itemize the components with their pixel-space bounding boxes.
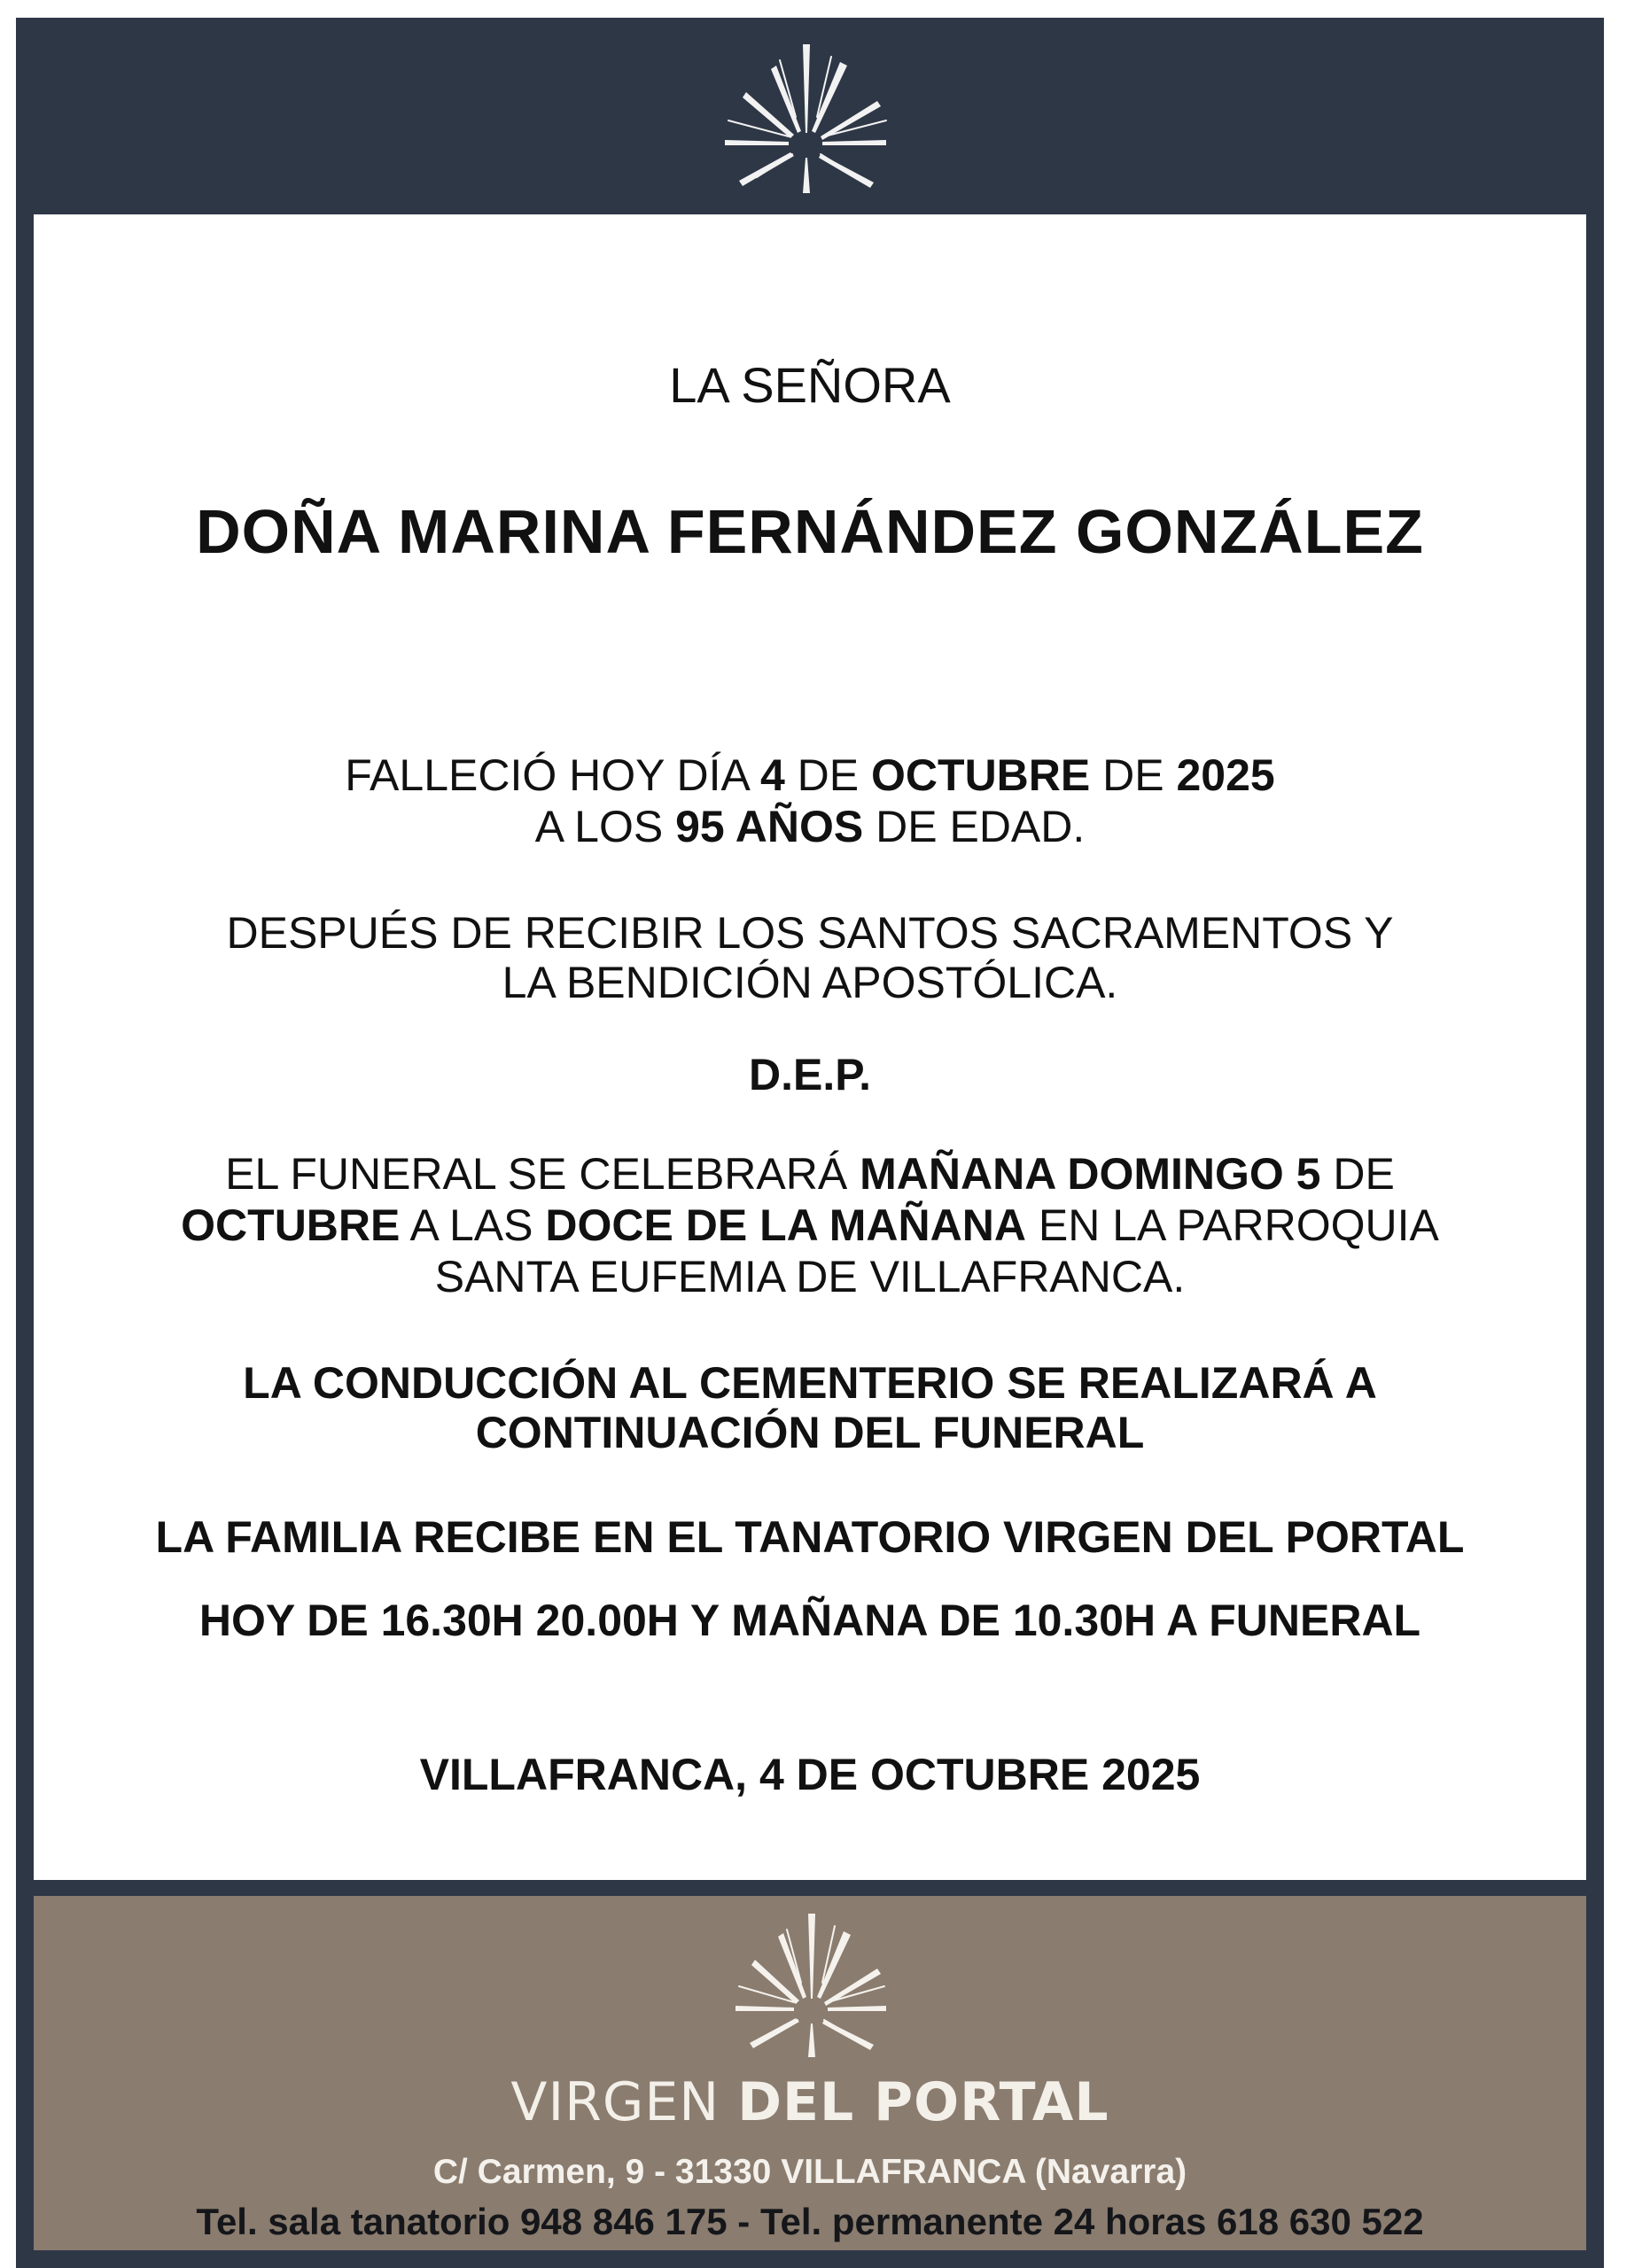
dep-text: D.E.P. xyxy=(748,1050,872,1099)
funeral-line-3: SANTA EUFEMIA DE VILLAFRANCA. xyxy=(434,1252,1186,1301)
funeral-line-1: EL FUNERAL SE CELEBRARÁ MAÑANA DOMINGO 5 DE xyxy=(225,1149,1395,1199)
sacraments-line-2: LA BENDICIÓN APOSTÓLICA. xyxy=(502,958,1118,1007)
family-receives-line: LA FAMILIA RECIBE EN EL TANATORIO VIRGEN DEL PORTAL xyxy=(155,1512,1465,1562)
place-date-line: VILLAFRANCA, 4 DE OCTUBRE 2025 xyxy=(419,1750,1201,1799)
sacraments-line-1: DESPUÉS DE RECIBIR LOS SANTOS SACRAMENTOS Y xyxy=(226,908,1394,958)
funeral-line-2: OCTUBRE A LAS DOCE DE LA MAÑANA EN LA PARROQUIA xyxy=(181,1200,1439,1250)
starburst-emblem-icon xyxy=(704,1907,916,2075)
funeral-home-phones: Tel. sala tanatorio 948 846 175 - Tel. permanente 24 horas 618 630 522 xyxy=(196,2201,1424,2242)
death-date-line: FALLECIÓ HOY DÍA 4 DE OCTUBRE DE 2025 xyxy=(345,750,1275,800)
funeral-home-address: C/ Carmen, 9 - 31330 VILLAFRANCA (Navarra) xyxy=(432,2153,1187,2191)
conduction-line-1: LA CONDUCCIÓN AL CEMENTERIO SE REALIZARÁ A xyxy=(243,1358,1377,1408)
funeral-home-footer xyxy=(34,1896,1586,2250)
funeral-home-brand: VIRGEN DEL PORTAL xyxy=(510,2071,1109,2133)
obituary-sheet xyxy=(16,18,1604,2268)
starburst-emblem-icon xyxy=(689,35,920,213)
visiting-hours-line: HOY DE 16.30H 20.00H Y MAÑANA DE 10.30H A FUNERAL xyxy=(198,1596,1421,1645)
conduction-line-2: CONTINUACIÓN DEL FUNERAL xyxy=(475,1408,1145,1457)
notice-panel xyxy=(34,214,1586,1880)
age-line: A LOS 95 AÑOS DE EDAD. xyxy=(534,802,1086,851)
deceased-name: DOÑA MARINA FERNÁNDEZ GONZÁLEZ xyxy=(196,497,1424,566)
honorific: LA SEÑORA xyxy=(669,357,951,413)
